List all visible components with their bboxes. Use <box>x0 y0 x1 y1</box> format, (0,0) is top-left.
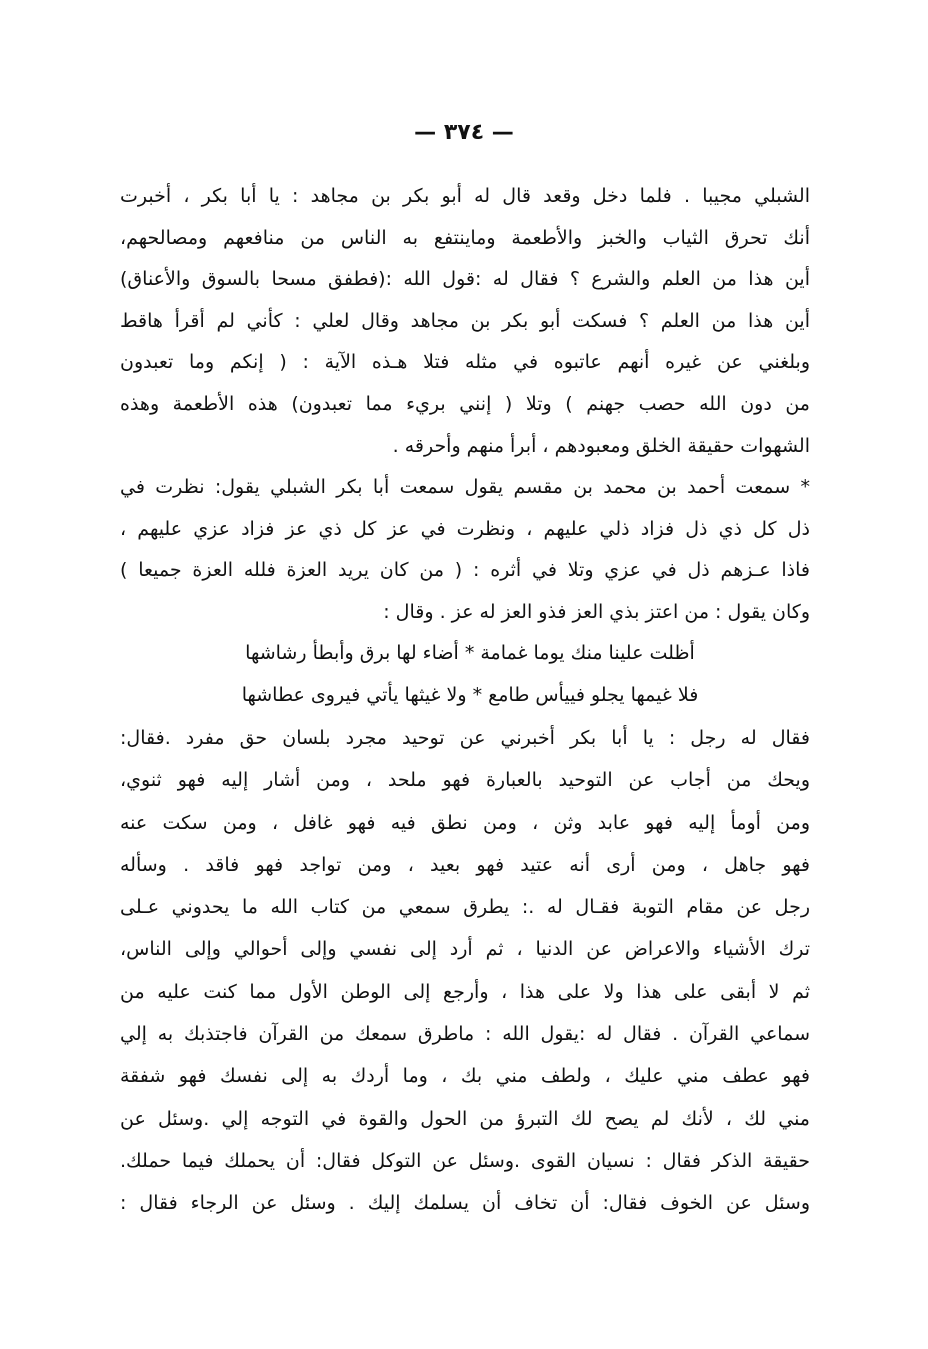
text-line: أنك تحرق الثياب والخبز والأطعمة وماينتفع به الناس من منافعهم ومصالحهم، <box>120 226 810 249</box>
text-line: ومن أومأ إليه فهو عابد وثن ، ومن نطق فيه فهو غافل ، ومن سكت عنه <box>120 811 810 834</box>
text-line: أين هذا من العلم ؟ فسكت أبو بكر بن مجاهد وقال لعلي : كأني لم أقرأ هاقط <box>120 309 810 332</box>
text-line: ثم لا أبقى على هذا ولا على هذا ، وأرجع إلى الوطن الأول مما كنت عليه من <box>120 980 810 1003</box>
text-line: ذل كل ذي ذل فزاد ذلي عليهم ، ونظرت في عز كل ذي عز فزاد عزي عليهم ، <box>120 517 810 540</box>
verse-line: فلا غيمها يجلو فييأس طامع * ولا غيثها يأتي فيروى عطاشها <box>241 684 699 706</box>
text-line: الشبلي مجيبا . فلما دخل وقعد قال له أبو بكر بن مجاهد : يا أبا بكر ، أخبرت <box>120 185 810 207</box>
paragraph-2 <box>120 717 810 1225</box>
text-line: سماعي القرآن . فقال له :يقول الله : ماطرق سمعك من القرآن فاجتذبك به إلي <box>120 1023 810 1046</box>
text-line: * سمعت أحمد بن محمد بن مقسم يقول سمعت أبا بكر الشبلي يقول: نظرت في <box>120 476 810 499</box>
text-line: رجل عن مقام التوبة فقـال له .: يطرق سمعي من كتاب الله ما يحدوني عـلى <box>120 896 810 919</box>
text-line: فقال له رجل : يا أبا بكر أخبرني عن توحيد مجرد بلسان حق مفرد .فقال: <box>120 727 810 749</box>
poem-verses <box>150 632 790 716</box>
text-line: من دون الله حصب جهنم ) وتلا ( إنني بريء مما تعبدون) هذه الأطعمة وهذه <box>120 392 810 415</box>
text-line: مني لك ، لأنك لم يصح لك التبرؤ من الحول والقوة في التوجه إلي .وسئل عن <box>120 1107 810 1130</box>
paragraph-1 <box>120 176 810 634</box>
page-number: — ٣٧٤ — <box>414 120 514 145</box>
text-line: ويحك من أجاب عن التوحيد بالعبارة فهو ملحد ، ومن أشار إليه فهو ثنوي، <box>120 769 810 792</box>
text-line: وسئل عن الخوف فقال: أن تخاف أن يسلمك إليك . وسئل عن الرجاء فقال : <box>120 1192 810 1215</box>
text-line: فاذا عـزهم ذل في عزي وتلا في أثره : ( من كان يريد العزة فلله العزة جميعا ) <box>120 559 810 582</box>
text-line: وكان يقول : من اعتز بذي العز فذو العز له عز . وقال : <box>383 600 810 623</box>
text-line: ترك الأشياء والاعراض عن الدنيا ، ثم أرد إلى نفسي وإلى أحوالي وإلى الناس، <box>120 938 810 961</box>
verse-line: أظلت علينا منك يوما غمامة * أضاء لها برق وأبطأ رشاشها <box>245 642 695 664</box>
text-line: وبلغني عن غيره أنهم عاتبوه في مثله فتلا هـذه الآية : ( إنكم وما تعبدون <box>120 351 810 374</box>
text-line: الشهوات حقيقة الخلق ومعبودهم ، أبرأ منهم وأحرقه . <box>392 434 810 457</box>
text-line: فهو جاهل ، ومن أرى أنه عتيد فهو بعيد ، ومن تواجد فهو فاقد . وسأله <box>120 853 810 876</box>
text-line: حقيقة الذكر فقال : نسيان القوى .وسئل عن التوكل فقال: أن يحملك فيما حملك. <box>120 1149 810 1172</box>
text-line: فهو عطف مني عليك ، ولطف مني بك ، وما أردك به إلى نفسك فهو شفقة <box>120 1065 810 1088</box>
text-line: أين هذا من العلم والشرع ؟ فقال له :قول الله :(فطفق مسحا بالسوق والأعناق) <box>120 268 810 291</box>
